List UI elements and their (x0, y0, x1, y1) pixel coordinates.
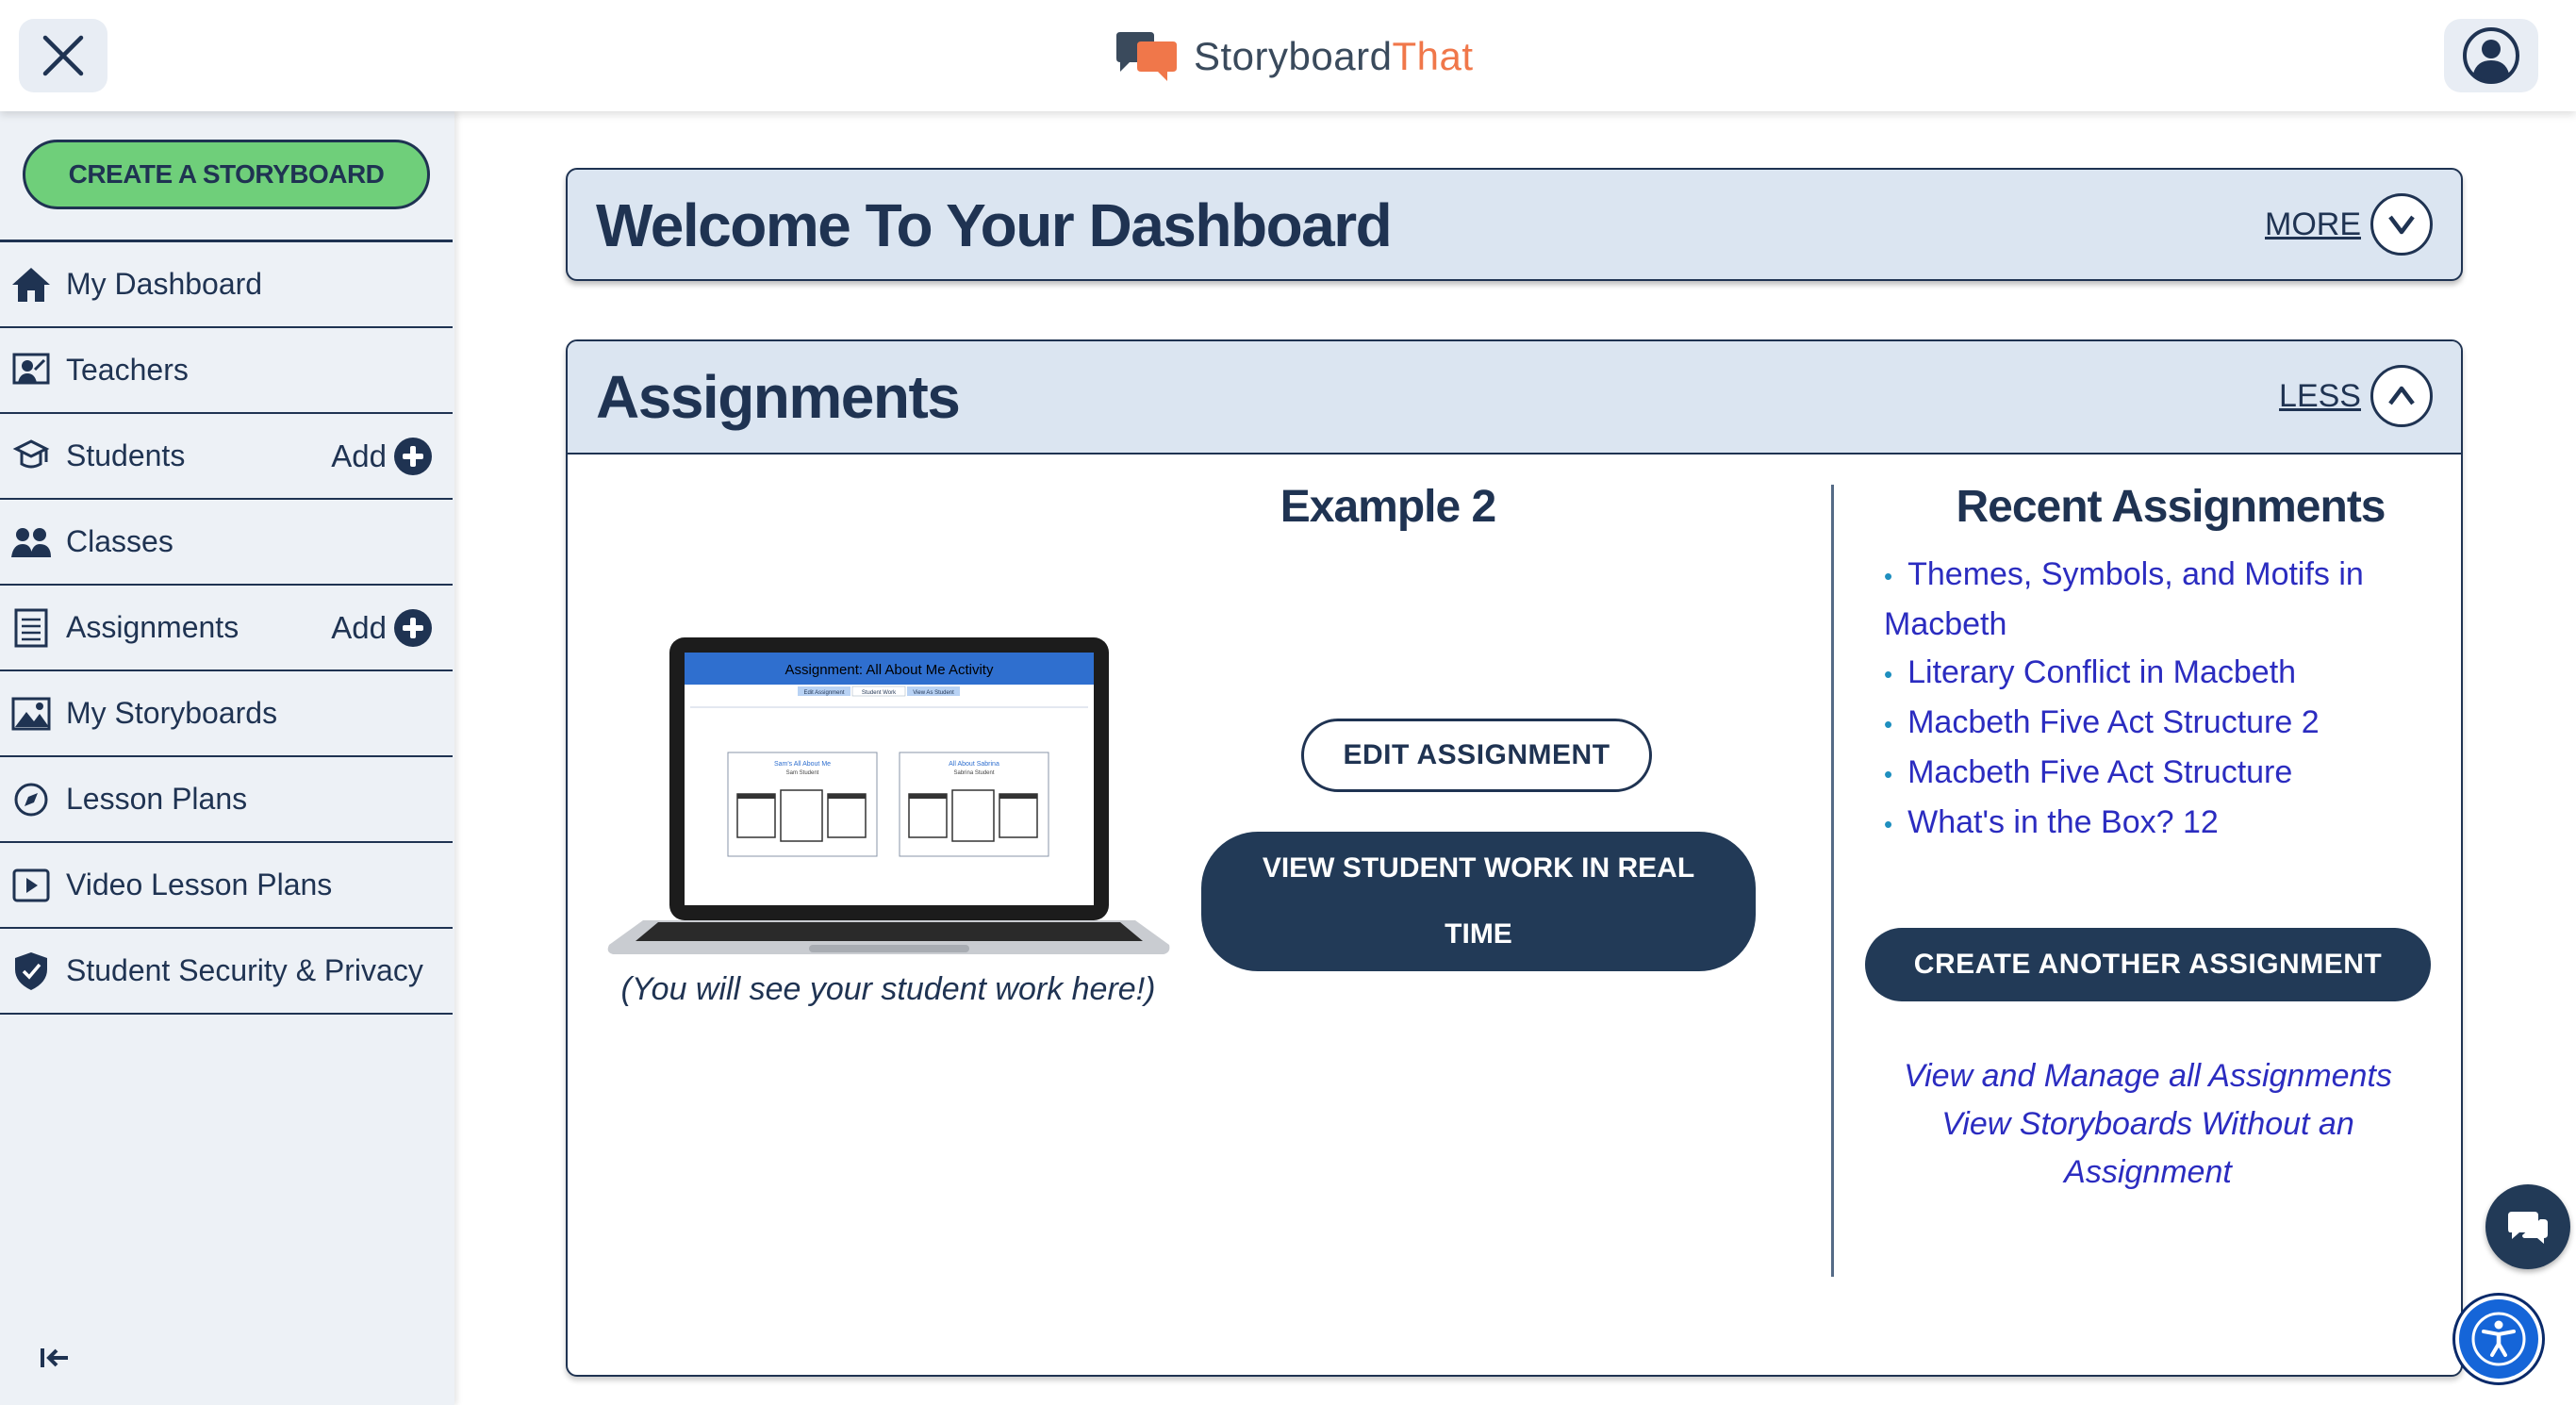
user-menu-button[interactable] (2444, 19, 2538, 92)
sidebar-item-my-storyboards[interactable] (0, 671, 453, 757)
assignments-title: Assignments (596, 363, 960, 431)
close-icon (41, 34, 85, 77)
screen-card-author: Sabrina Student (953, 770, 995, 776)
compass-icon (8, 776, 55, 823)
sidebar-item-label: Video Lesson Plans (66, 868, 333, 901)
less-label: LESS (2279, 377, 2361, 414)
recent-assignment-label: Themes, Symbols, and Motifs in Macbeth (1884, 556, 2364, 642)
more-label: MORE (2265, 206, 2361, 242)
screen-tab: Edit Assignment (803, 690, 845, 696)
assignments-header (568, 341, 2461, 455)
example-title: Example 2 (1280, 482, 1496, 532)
recent-assignments-list (1884, 551, 2431, 849)
logo-text: StoryboardThat (1194, 34, 1474, 78)
screen-card-title: Sam's All About Me (773, 761, 832, 768)
add-label: Add (331, 438, 387, 473)
close-button[interactable] (19, 19, 107, 92)
recent-assignments-title: Recent Assignments (1956, 482, 2386, 532)
sidebar-item-student-security-privacy[interactable] (0, 929, 453, 1015)
chat-button[interactable] (2485, 1184, 2570, 1269)
view-manage-assignments-link[interactable]: View and Manage all Assignments (1904, 1058, 2392, 1094)
screen-tab: View As Student (913, 690, 954, 696)
sidebar-item-label: Assignments (66, 610, 239, 644)
sidebar-item-label: Classes (66, 524, 173, 558)
column-divider (1831, 485, 1834, 1277)
collapse-left-icon (40, 1347, 72, 1369)
recent-assignment-label: Literary Conflict in Macbeth (1907, 654, 2297, 690)
sidebar-item-label: My Storyboards (66, 696, 278, 730)
view-student-work-button[interactable]: VIEW STUDENT WORK IN REAL TIME (1201, 832, 1756, 971)
add-label: Add (331, 609, 387, 645)
recent-assignment-label: Macbeth Five Act Structure (1907, 754, 2293, 790)
create-storyboard-button[interactable]: CREATE A STORYBOARD (23, 140, 430, 209)
edit-assignment-button[interactable]: EDIT ASSIGNMENT (1301, 719, 1652, 792)
recent-assignment-link[interactable] (1884, 649, 2431, 699)
sidebar-item-label: Teachers (66, 353, 189, 387)
recent-assignment-link[interactable] (1884, 749, 2431, 799)
sidebar-item-lesson-plans[interactable] (0, 757, 453, 843)
people-icon (8, 519, 55, 566)
accessibility-button[interactable] (2455, 1296, 2542, 1382)
screen-title: Assignment: All About Me Activity (784, 662, 994, 678)
assignments-less-toggle[interactable] (2279, 365, 2433, 427)
sidebar-item-label: My Dashboard (66, 267, 263, 301)
recent-assignment-link[interactable] (1884, 699, 2431, 749)
video-icon (8, 862, 55, 909)
recent-assignment-label: What's in the Box? 12 (1907, 804, 2219, 840)
welcome-more-toggle[interactable] (2265, 193, 2433, 256)
plus-circle-icon (394, 609, 432, 647)
sidebar-item-teachers[interactable] (0, 328, 453, 414)
plus-circle-icon (394, 438, 432, 475)
add-assignment-button[interactable] (331, 586, 432, 669)
welcome-title: Welcome To Your Dashboard (596, 191, 1392, 259)
shield-icon (8, 948, 55, 995)
home-icon (8, 261, 55, 308)
sidebar-item-students[interactable] (0, 414, 453, 500)
sidebar-item-video-lesson-plans[interactable] (0, 843, 453, 929)
picture-icon (8, 690, 55, 737)
top-bar (0, 0, 2576, 111)
sidebar-item-assignments[interactable] (0, 586, 453, 671)
example-caption: (You will see your student work here!) (620, 971, 1156, 1007)
chevron-down-icon (2370, 193, 2433, 256)
accessibility-icon (2469, 1310, 2528, 1368)
sidebar-item-label: Students (66, 438, 186, 472)
chat-icon (2506, 1208, 2550, 1246)
assignment-links (1865, 1052, 2431, 1197)
recent-assignment-label: Macbeth Five Act Structure 2 (1907, 704, 2320, 740)
view-storyboards-without-assignment-link[interactable]: View Storyboards Without an Assignment (1941, 1106, 2354, 1190)
assignments-icon (8, 604, 55, 652)
storyboardthat-logo[interactable] (1113, 28, 1474, 85)
screen-card-author: Sam Student (785, 770, 819, 776)
sidebar-nav (0, 240, 453, 1015)
sidebar (0, 111, 454, 1405)
assignments-panel (566, 339, 2463, 1377)
bullet: • (1884, 760, 1893, 788)
bullet: • (1884, 562, 1893, 590)
student-icon (8, 433, 55, 480)
recent-assignment-link[interactable] (1884, 551, 2431, 649)
screen-tab: Student Work (861, 690, 897, 696)
bullet: • (1884, 710, 1893, 738)
user-avatar-icon (2462, 26, 2520, 85)
bullet: • (1884, 660, 1893, 688)
logo-speech-bubble-icon (1113, 30, 1181, 83)
create-another-assignment-button[interactable]: CREATE ANOTHER ASSIGNMENT (1865, 928, 2431, 1001)
sidebar-item-label: Lesson Plans (66, 782, 248, 816)
screen-card-title: All About Sabrina (949, 761, 999, 768)
recent-assignment-link[interactable] (1884, 799, 2431, 849)
welcome-panel (566, 168, 2463, 281)
chevron-up-icon (2370, 365, 2433, 427)
laptop-preview-image (605, 634, 1171, 960)
collapse-sidebar-button[interactable] (40, 1342, 72, 1377)
bullet: • (1884, 810, 1893, 838)
add-student-button[interactable] (331, 414, 432, 498)
teacher-icon (8, 347, 55, 394)
sidebar-item-my-dashboard[interactable] (0, 242, 453, 328)
sidebar-item-classes[interactable] (0, 500, 453, 586)
sidebar-item-label: Student Security & Privacy (66, 953, 423, 987)
